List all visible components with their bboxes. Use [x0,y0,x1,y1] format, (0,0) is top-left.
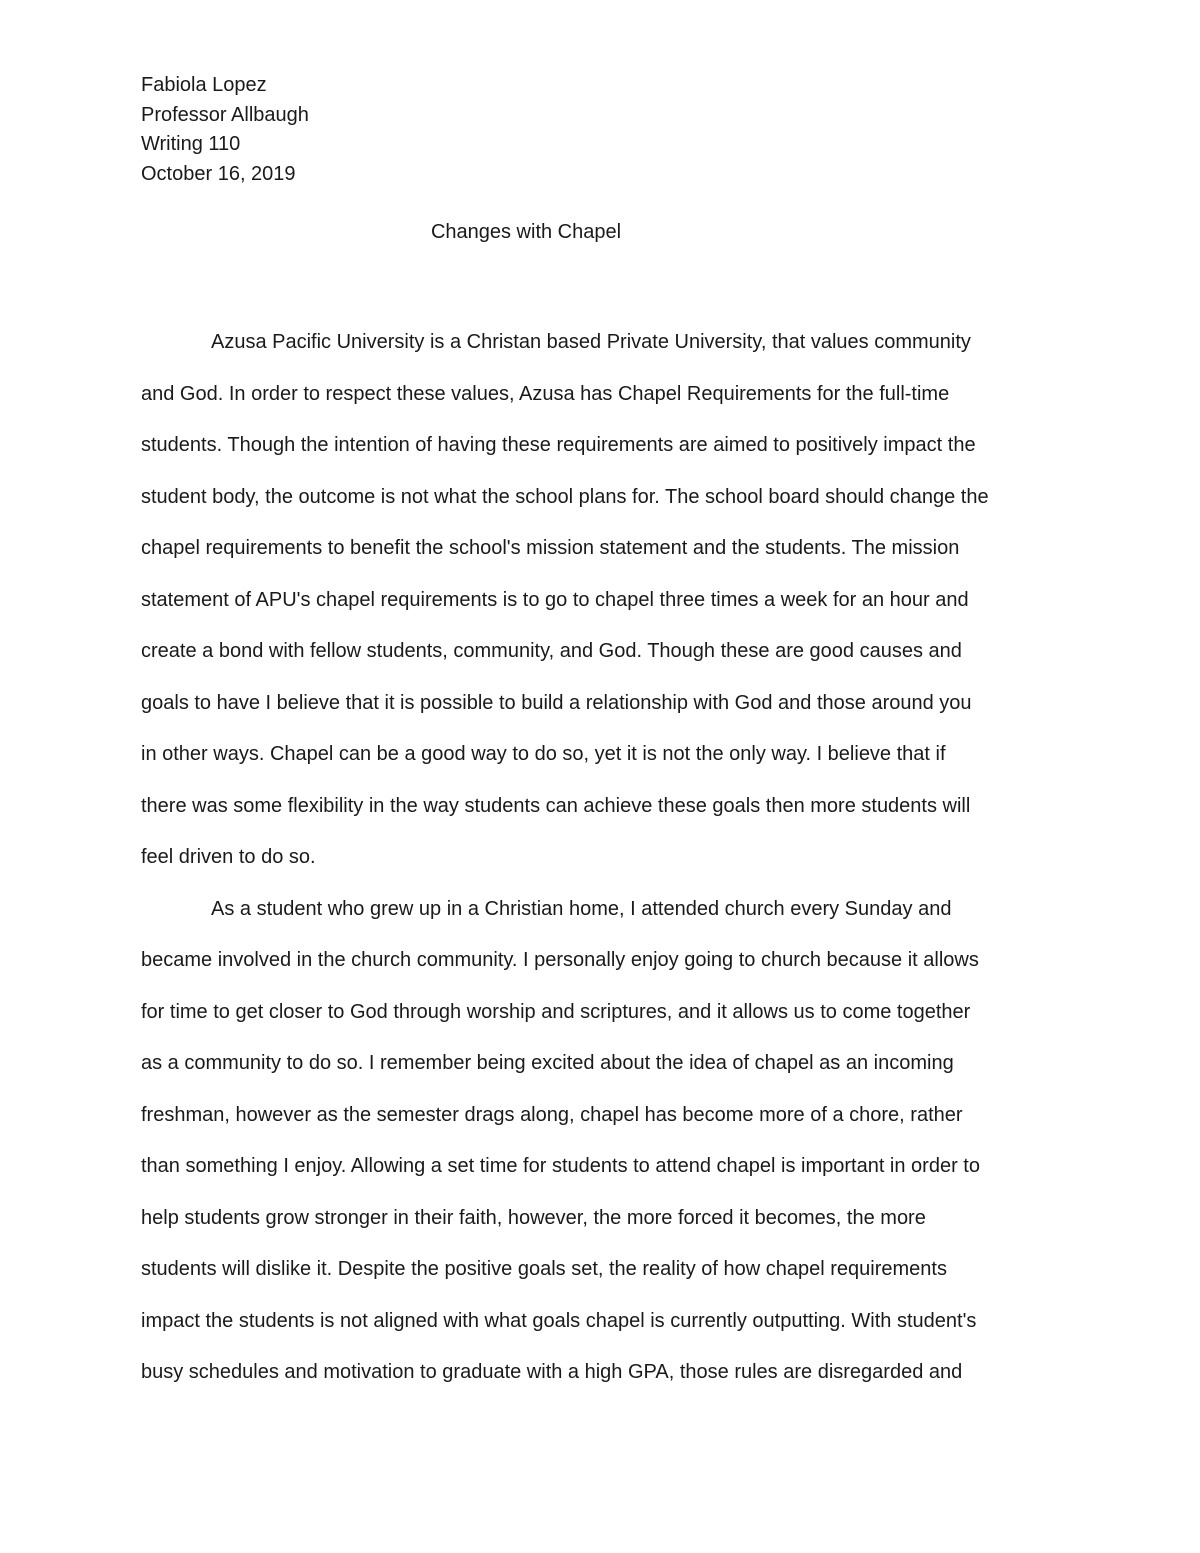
paragraph-2-line-8: students will dislike it. Despite the positive goals set, the reality of how chapel requirements [141,1258,947,1280]
heading-block [141,71,309,189]
document-title: Changes with Chapel [430,221,622,243]
paragraph-1-line-10: there was some flexibility in the way students can achieve these goals then more students will [141,794,971,817]
essay-body [141,328,1071,1410]
author-name: Fabiola Lopez [141,74,267,96]
course-name: Writing 110 [141,133,241,155]
document-date: October 16, 2019 [141,162,296,185]
paragraph-2-line-7: help students grow stronger in their faith, however, the more forced it becomes, the more [141,1206,926,1229]
paragraph-2-line-2: became involved in the church community. I personally enjoy going to church because it allows [141,949,979,971]
paragraph-2-line-6: than something I enjoy. Allowing a set time for students to attend chapel is important in order to [141,1155,980,1177]
paragraph-1-line-9: in other ways. Chapel can be a good way to do so, yet it is not the only way. I believe that if [141,743,946,765]
paragraph-1-line-4: student body, the outcome is not what the school plans for. The school board should change the [141,485,989,508]
paragraph-1-line-2: and God. In order to respect these values, Azusa has Chapel Requirements for the full-time [141,382,950,405]
professor-name: Professor Allbaugh [141,103,309,126]
paragraph-2-line-4: as a community to do so. I remember being excited about the idea of chapel as an incoming [141,1052,954,1074]
paragraph-1-line-8: goals to have I believe that it is possible to build a relationship with God and those around you [141,691,972,714]
paragraph-1-line-5: chapel requirements to benefit the school's mission statement and the students. The mission [141,537,960,559]
paragraph-1-line-7: create a bond with fellow students, community, and God. Though these are good causes and [141,640,962,662]
paragraph-1-line-3: students. Though the intention of having these requirements are aimed to positively impact the [141,434,976,456]
paragraph-2-line-9: impact the students is not aligned with what goals chapel is currently outputting. With student's [141,1309,977,1332]
paragraph-2-line-1: As a student who grew up in a Christian home, I attended church every Sunday and [211,897,952,920]
paragraph-2-line-10: busy schedules and motivation to graduate with a high GPA, those rules are disregarded and [141,1361,963,1383]
paragraph-1-line-6: statement of APU's chapel requirements is to go to chapel three times a week for an hour and [141,588,969,611]
paragraph-2-line-3: for time to get closer to God through worship and scriptures, and it allows us to come together [141,1000,971,1023]
paragraph-2-line-5: freshman, however as the semester drags along, chapel has become more of a chore, rather [141,1103,963,1126]
paragraph-1-line-1: Azusa Pacific University is a Christan based Private University, that values community [211,331,971,353]
paragraph-1-line-11: feel driven to do so. [141,846,316,868]
